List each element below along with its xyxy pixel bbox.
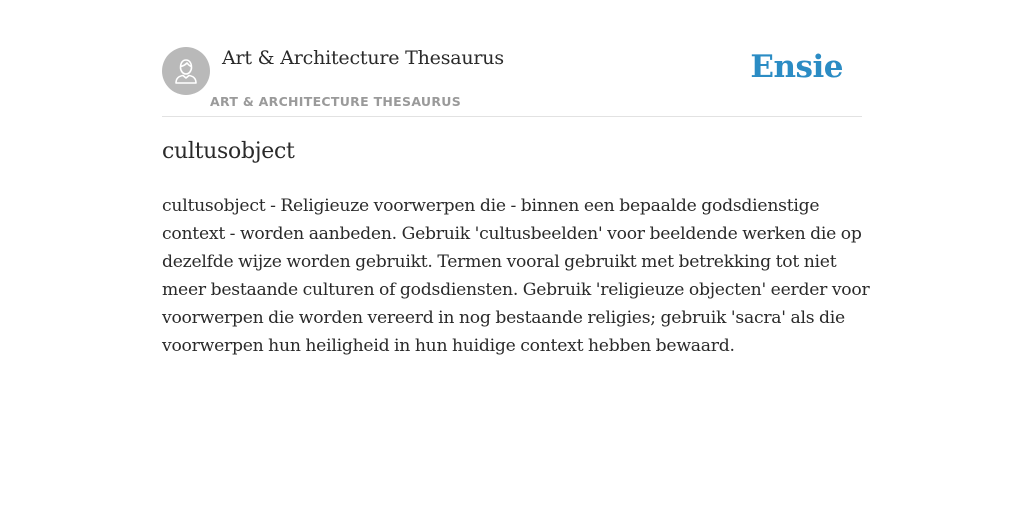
user-icon: [162, 47, 210, 95]
source-name-link[interactable]: Art & Architecture Thesaurus: [222, 47, 504, 69]
author-avatar[interactable]: [162, 47, 210, 95]
entry-definition: cultusobject - Religieuze voorwerpen die - binnen een bepaalde godsdienstige context - worden aanbeden. Gebruik 'cultusbeelden' voor beeldende werken die op dezelfde wijze worden gebruikt. Termen vooral gebruikt met betrekking tot niet meer bestaande culturen of godsdiensten. Gebruik 'religieuze objecten' eerder voor voorwerpen die worden vereerd in nog bestaande religies; gebruik 'sacra' als die voorwerpen hun heiligheid in hun huidige context hebben bewaard.: [162, 196, 870, 356]
brand-logo[interactable]: Ensie: [750, 49, 843, 85]
entry-header: [162, 46, 862, 117]
entry-term: cultusobject: [162, 139, 295, 164]
source-subtitle[interactable]: ART & ARCHITECTURE THESAURUS: [210, 94, 462, 109]
